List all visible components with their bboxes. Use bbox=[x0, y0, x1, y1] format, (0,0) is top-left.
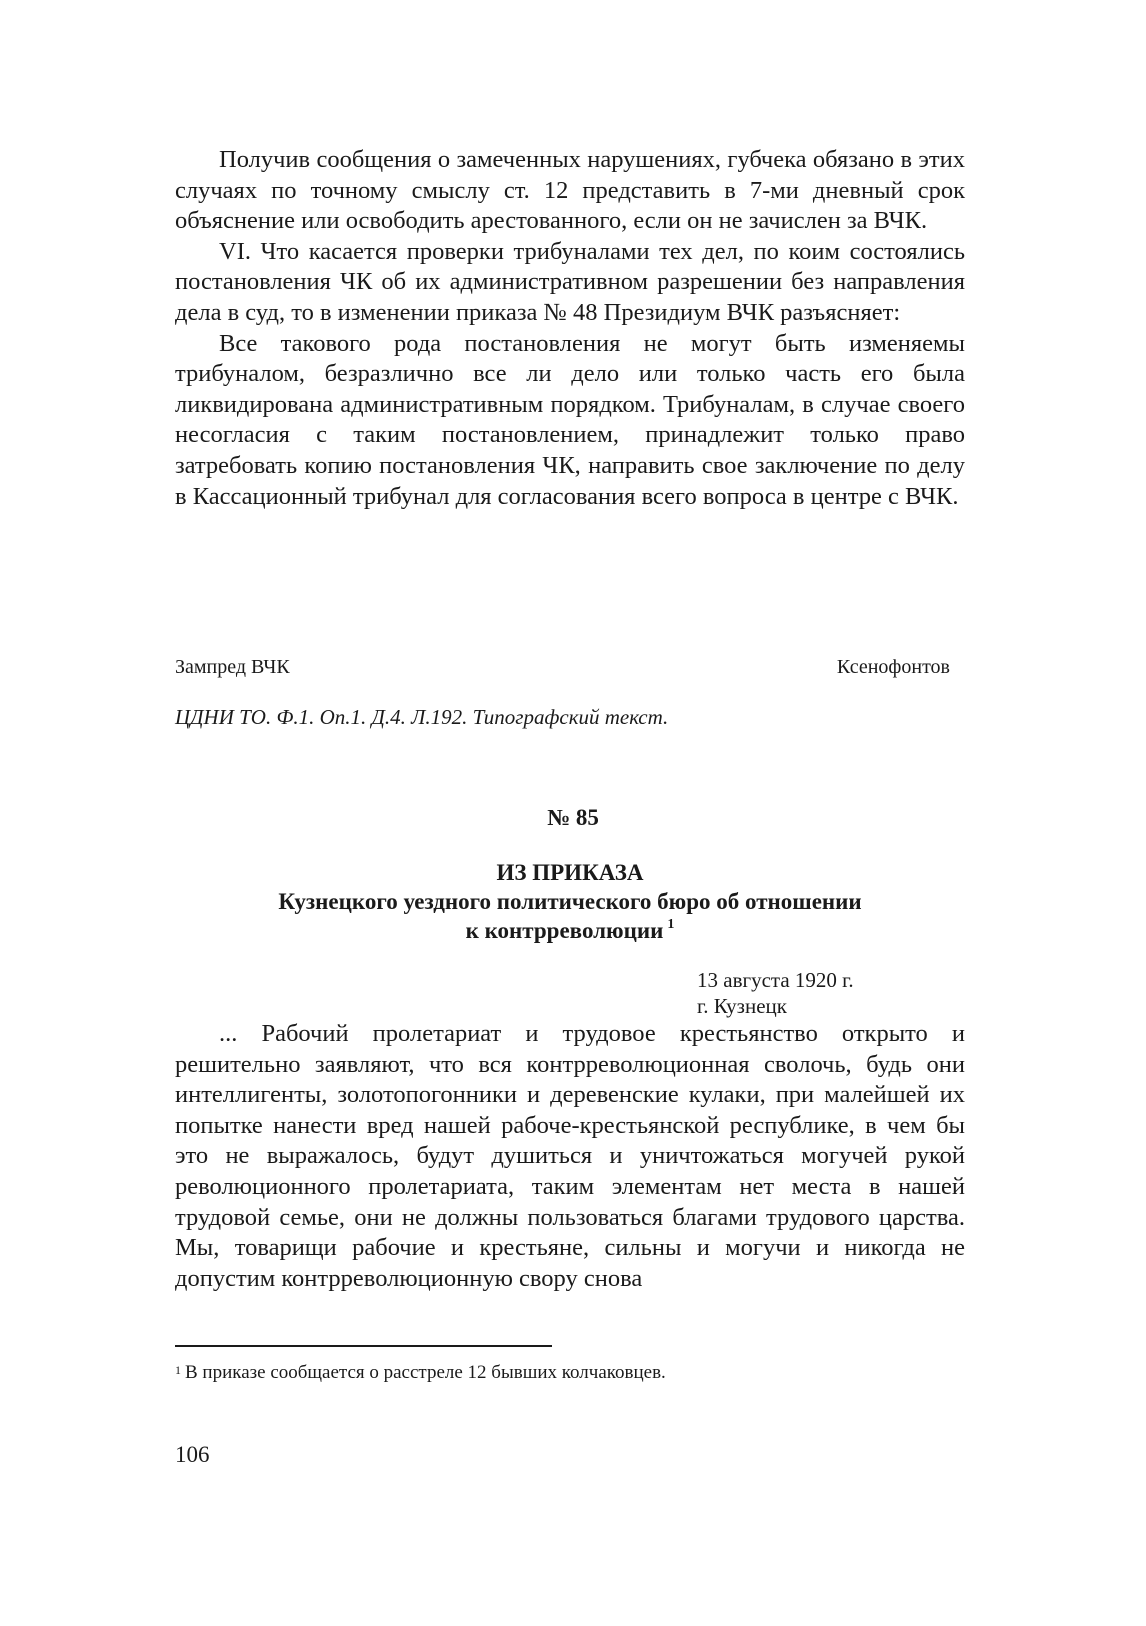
title-line-3-text: к контрреволюции bbox=[465, 918, 664, 943]
signature-title: Зампред ВЧК bbox=[175, 656, 290, 678]
footnote bbox=[175, 1361, 666, 1385]
signature-name: Ксенофонтов bbox=[836, 656, 950, 678]
document-number: № 85 bbox=[547, 805, 599, 830]
top-text-block bbox=[175, 145, 965, 512]
page-number: 106 bbox=[175, 1442, 210, 1467]
paragraph-tribunals: Все такового рода постановления не могут быть изменяемы трибуналом, безразлично все ли дело или только часть его была ликвидирована административным порядком. Трибуналам, в случае своего несогласия с таким постановлением, принадлежит только право затребовать копию постановления ЧК, направить свое заключение по делу в Кассационный трибунал для согласования всего вопроса в центре с ВЧК. bbox=[175, 329, 965, 510]
document-body: ... Рабочий пролетариат и трудовое крестьянство открыто и решительно заявляют, что вся контрреволюционная сволочь, будь они интеллигенты, золотопогонники и деревенские кулаки, при малейшей их попытке нанести вред нашей рабоче-крестьянской республике, в чем бы это не выражалось, будут душиться и уничтожаться могучей рукой революционного пролетариата, таким элементам нет места в нашей трудовой семье, они не должны пользоваться благами трудового царства. Мы, товарищи рабочие и крестьяне, сильны и могучи и никогда не допустим контрреволюционную свору снова bbox=[175, 1020, 965, 1292]
archive-source: ЦДНИ ТО. Ф.1. Оп.1. Д.4. Л.192. Типографский текст. bbox=[175, 705, 669, 729]
title-line-1: ИЗ ПРИКАЗА bbox=[496, 860, 644, 885]
footnote-marker: 1 bbox=[175, 1363, 181, 1377]
footnote-divider bbox=[175, 1345, 552, 1347]
document-title bbox=[175, 858, 965, 945]
document-body-block bbox=[175, 1019, 965, 1294]
footnote-text: В приказе сообщается о расстреле 12 бывших колчаковцев. bbox=[185, 1362, 666, 1383]
document-place: г. Кузнецк bbox=[697, 994, 787, 1018]
title-line-3 bbox=[175, 916, 965, 945]
date-place bbox=[697, 967, 854, 1019]
signature-row bbox=[175, 654, 950, 680]
footnote-reference: 1 bbox=[667, 917, 675, 932]
document-date: 13 августа 1920 г. bbox=[697, 968, 854, 992]
title-line-2: Кузнецкого уездного политического бюро об отношении bbox=[278, 889, 862, 914]
paragraph-violations: Получив сообщения о замеченных нарушениях, губчека обязано в этих случаях по точному смыслу ст. 12 представить в 7-ми дневный срок объяснение или освободить арестованного, если он не зачислен за ВЧК. bbox=[175, 146, 965, 235]
paragraph-section-vi: VI. Что касается проверки трибуналами тех дел, по коим состоялись постановления ЧК об их административном разрешении без направления дела в суд, то в изменении приказа № 48 Президиум ВЧК разъясняет: bbox=[175, 237, 965, 326]
